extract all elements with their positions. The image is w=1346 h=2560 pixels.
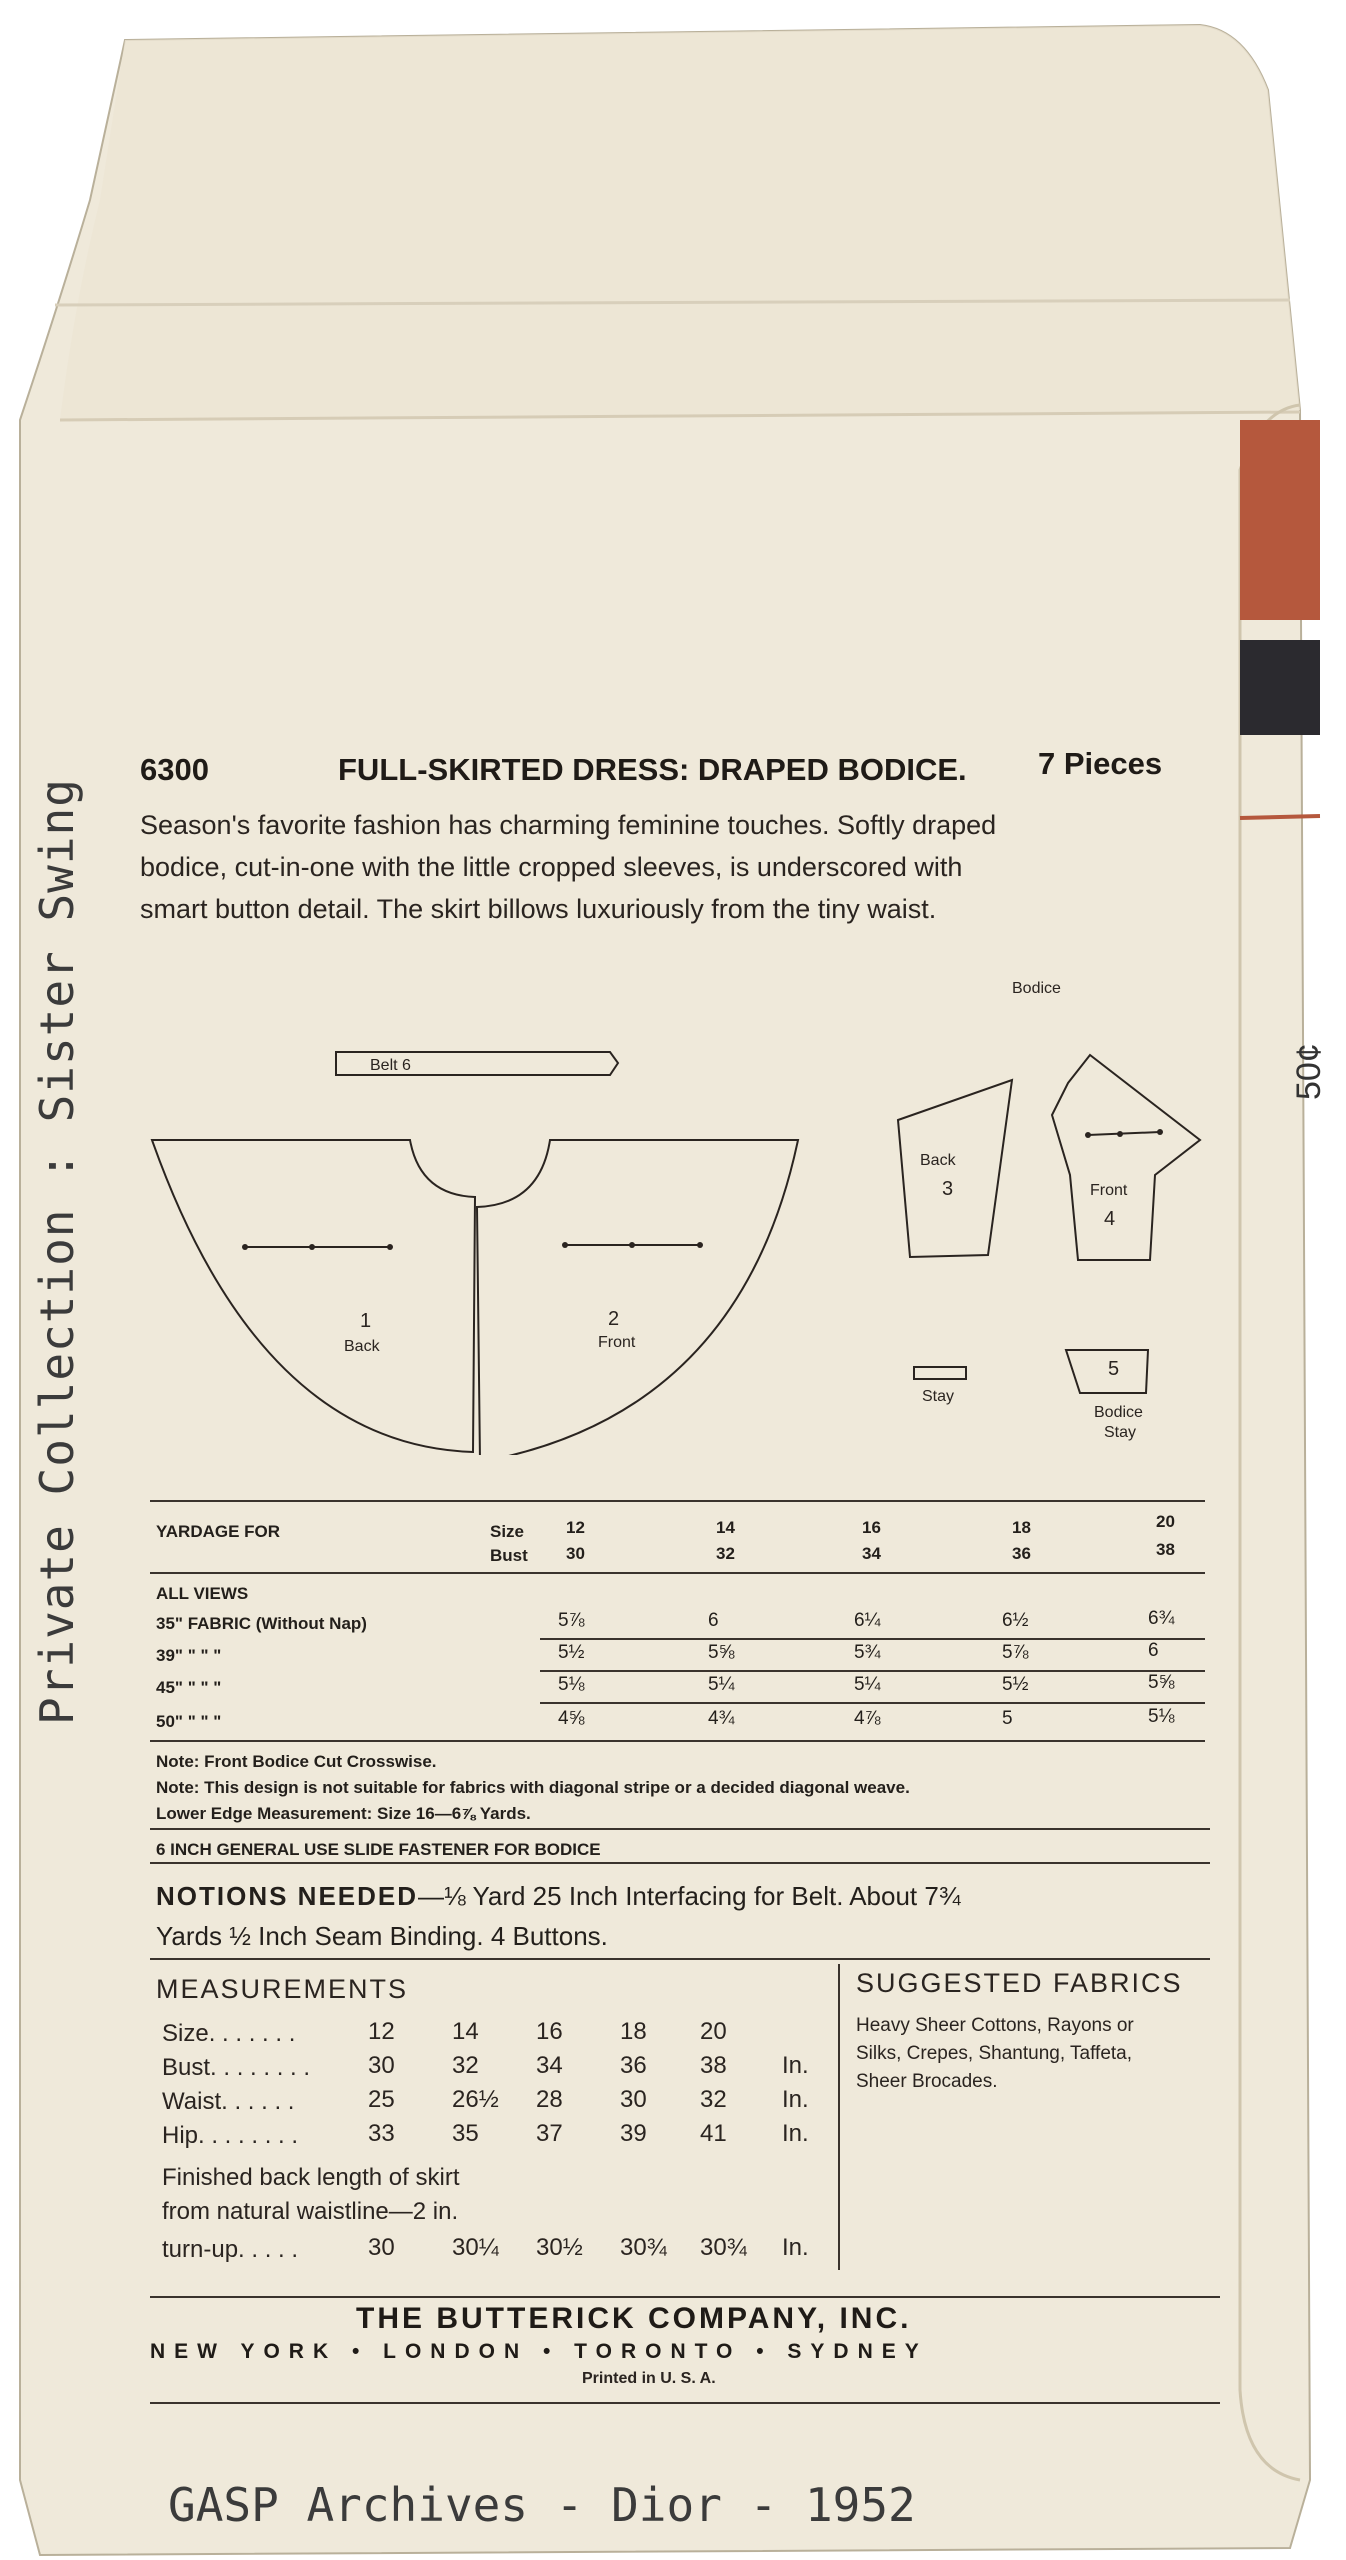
measurement-value: 32: [700, 2086, 727, 2113]
yardage-value: 5½: [1002, 1674, 1029, 1695]
yardage-value: 6: [1148, 1640, 1159, 1661]
turnup-value: 30¼: [452, 2234, 499, 2261]
measurement-value: 33: [368, 2120, 395, 2147]
yardage-value: 5⅞: [558, 1610, 585, 1631]
measurement-value: 32: [452, 2052, 479, 2079]
measurement-value: 34: [536, 2052, 563, 2079]
bodice-front-number: 4: [1104, 1208, 1116, 1230]
bust-header: 32: [716, 1544, 735, 1563]
size-header: 18: [1012, 1518, 1031, 1537]
note: Note: Front Bodice Cut Crosswise.: [156, 1752, 437, 1771]
bodice-front-label: Front: [1090, 1182, 1128, 1199]
divider: [150, 1958, 1210, 1960]
divider: [150, 1740, 1205, 1742]
fabrics-heading: SUGGESTED FABRICS: [856, 1968, 1183, 1998]
turnup-label: turn-up. . . . .: [162, 2236, 299, 2263]
measurement-value: 14: [452, 2018, 479, 2045]
yardage-value: 6: [708, 1610, 719, 1631]
measurement-value: 35: [452, 2120, 479, 2147]
stay-piece: [914, 1367, 966, 1379]
size-header: 20: [1156, 1512, 1175, 1531]
yardage-value: 5⅛: [1148, 1706, 1175, 1727]
yardage-value: 5⅛: [558, 1674, 585, 1695]
measurement-value: 39: [620, 2120, 647, 2147]
divider: [150, 2296, 1220, 2298]
divider: [540, 1702, 1205, 1704]
bust-header: 38: [1156, 1540, 1175, 1559]
pattern-title: FULL-SKIRTED DRESS: DRAPED BODICE.: [338, 752, 967, 787]
yardage-value: 5⅝: [1148, 1672, 1175, 1693]
fabrics-list: [856, 2012, 1134, 2096]
turnup-value: 30½: [536, 2234, 583, 2261]
notions-line: Yards ½ Inch Seam Binding. 4 Buttons.: [156, 1921, 608, 1951]
measurement-value: 30: [620, 2086, 647, 2113]
yardage-value: 5¼: [854, 1674, 881, 1695]
archive-caption: GASP Archives - Dior - 1952: [168, 2478, 916, 2532]
size-label: Size: [490, 1522, 525, 1541]
bust-header: 30: [566, 1544, 585, 1563]
side-caption: Private Collection : Sister Swing: [30, 778, 84, 1725]
bodice-heading: Bodice: [1012, 980, 1061, 997]
bodice-stay-label: Bodice: [1094, 1404, 1143, 1421]
note: Lower Edge Measurement: Size 16—6⅞ Yards.: [156, 1804, 531, 1823]
divider: [150, 1862, 1210, 1864]
measurement-label: Size. . . . . . .: [162, 2020, 296, 2047]
measurement-value: 38: [700, 2052, 727, 2079]
measurement-value: 25: [368, 2086, 395, 2113]
skirt-back-piece: [152, 1140, 475, 1452]
measurement-value: 16: [536, 2018, 563, 2045]
notions-section: [156, 1876, 1236, 1956]
size-header: 16: [862, 1518, 881, 1537]
measurement-value: 26½: [452, 2086, 499, 2113]
back-number: 1: [360, 1310, 372, 1332]
measurement-unit: In.: [782, 2120, 809, 2147]
measurement-unit: In.: [782, 2086, 809, 2113]
pattern-pieces-diagram: [140, 975, 1230, 1455]
divider: [150, 2402, 1220, 2404]
bodice-back-label: Back: [920, 1152, 956, 1169]
measurement-value: 37: [536, 2120, 563, 2147]
yardage-value: 5¼: [708, 1674, 735, 1695]
dark-stripe: [1240, 640, 1320, 735]
measurement-value: 12: [368, 2018, 395, 2045]
pattern-number: 6300: [140, 752, 209, 787]
yardage-value: 5: [1002, 1708, 1013, 1729]
measurement-value: 20: [700, 2018, 727, 2045]
fastener-note: 6 INCH GENERAL USE SLIDE FASTENER FOR BODICE: [156, 1840, 601, 1859]
fabric-line: Silks, Crepes, Shantung, Taffeta,: [856, 2043, 1133, 2064]
turnup-value: 30¾: [700, 2234, 747, 2261]
fabric-width: 39" " " ": [156, 1646, 222, 1665]
measurement-unit: In.: [782, 2052, 809, 2079]
measurement-value: 30: [368, 2052, 395, 2079]
yardage-value: 5⅝: [708, 1642, 735, 1663]
yardage-value: 6¾: [1148, 1608, 1175, 1629]
measurement-value: 36: [620, 2052, 647, 2079]
bodice-front-piece: [1052, 1055, 1200, 1260]
bust-label: Bust: [490, 1546, 528, 1565]
front-label: Front: [598, 1334, 636, 1351]
company-cities: NEW YORK • LONDON • TORONTO • SYDNEY: [150, 2340, 928, 2363]
turnup-value: 30¾: [620, 2234, 667, 2261]
divider: [540, 1638, 1205, 1640]
measurement-label: Waist. . . . . .: [162, 2088, 295, 2115]
pattern-description: [140, 804, 1220, 930]
company-name: THE BUTTERICK COMPANY, INC.: [356, 2302, 912, 2335]
measurements-heading: MEASUREMENTS: [156, 1974, 409, 2004]
turnup-value: 30: [368, 2234, 395, 2261]
fabric-width: 35" FABRIC (Without Nap): [156, 1614, 367, 1633]
divider: [150, 1828, 1210, 1830]
measurement-value: 41: [700, 2120, 727, 2147]
note: Note: This design is not suitable for fabrics with diagonal stripe or a decided diagonal weave.: [156, 1778, 910, 1797]
printed-label: Printed in U. S. A.: [582, 2370, 716, 2387]
yardage-value: 6¼: [854, 1610, 881, 1631]
stay-label: Stay: [922, 1388, 955, 1405]
description-line: bodice, cut-in-one with the little cropped sleeves, is underscored with: [140, 852, 963, 882]
belt-label: Belt 6: [370, 1057, 411, 1074]
fabric-width: 50" " " ": [156, 1712, 222, 1731]
yardage-heading: YARDAGE FOR: [156, 1522, 281, 1541]
bodice-stay-number: 5: [1108, 1358, 1120, 1380]
fabric-line: Heavy Sheer Cottons, Rayons or: [856, 2015, 1134, 2036]
size-header: 12: [566, 1518, 585, 1537]
all-views-label: ALL VIEWS: [156, 1584, 249, 1603]
description-line: smart button detail. The skirt billows luxuriously from the tiny waist.: [140, 894, 937, 924]
price-label: 50¢: [1290, 1043, 1328, 1100]
skirt-note: from natural waistline—2 in.: [162, 2198, 459, 2225]
description-line: Season's favorite fashion has charming feminine touches. Softly draped: [140, 810, 997, 840]
yardage-value: 5⅞: [1002, 1642, 1029, 1663]
red-stripe: [1240, 420, 1320, 620]
yardage-value: 4⅞: [854, 1708, 881, 1729]
measurement-label: Bust. . . . . . . .: [162, 2054, 311, 2081]
bust-header: 36: [1012, 1544, 1031, 1563]
notions-line: —⅛ Yard 25 Inch Interfacing for Belt. About 7¾: [418, 1881, 961, 1911]
fabric-line: Sheer Brocades.: [856, 2071, 998, 2092]
pattern-pieces: 7 Pieces: [1038, 746, 1163, 781]
bust-header: 34: [862, 1544, 881, 1563]
measurement-value: 18: [620, 2018, 647, 2045]
size-header: 14: [716, 1518, 735, 1537]
fabric-width: 45" " " ": [156, 1678, 222, 1697]
measurement-value: 28: [536, 2086, 563, 2113]
divider: [150, 1572, 1205, 1574]
skirt-note: Finished back length of skirt: [162, 2164, 460, 2191]
bodice-back-number: 3: [942, 1178, 954, 1200]
skirt-front-piece: [477, 1140, 798, 1455]
bodice-stay-piece: [1066, 1350, 1148, 1393]
notions-heading: NOTIONS NEEDED: [156, 1881, 419, 1911]
divider: [540, 1670, 1205, 1672]
yardage-value: 5½: [558, 1642, 585, 1663]
column-divider: [838, 1964, 840, 2270]
yardage-value: 6½: [1002, 1610, 1029, 1631]
turnup-unit: In.: [782, 2234, 809, 2261]
divider: [150, 1500, 1205, 1502]
back-label: Back: [344, 1338, 380, 1355]
measurement-label: Hip. . . . . . . .: [162, 2122, 299, 2149]
front-number: 2: [608, 1308, 620, 1330]
bodice-stay-label-2: Stay: [1104, 1424, 1137, 1441]
yardage-value: 5¾: [854, 1642, 881, 1663]
yardage-value: 4¾: [708, 1708, 735, 1729]
yardage-value: 4⅝: [558, 1708, 585, 1729]
